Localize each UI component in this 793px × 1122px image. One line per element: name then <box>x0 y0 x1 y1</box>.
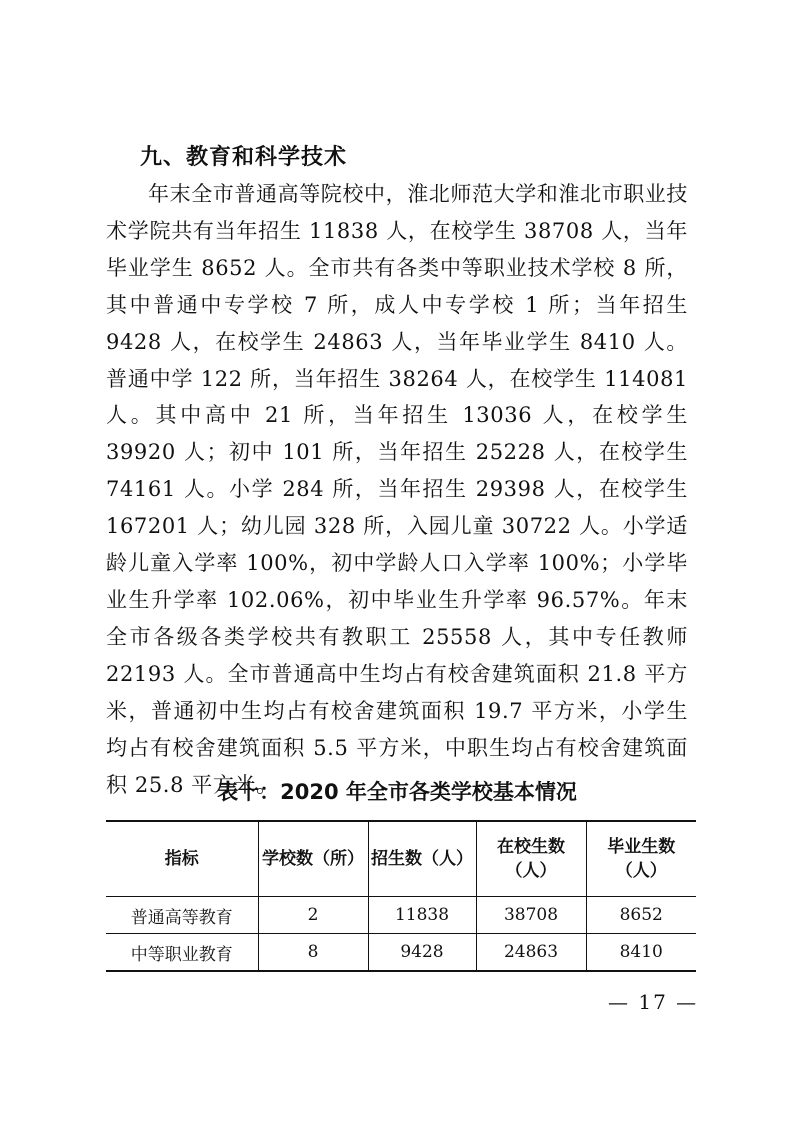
header-graduates <box>586 821 696 897</box>
header-students <box>476 821 586 897</box>
table-row <box>106 897 696 934</box>
cell-students: 24863 <box>476 934 586 972</box>
header-graduates-line2: （人） <box>615 861 667 881</box>
page-number: — 17 — <box>608 990 699 1014</box>
header-students-line2: （人） <box>505 861 557 881</box>
cell-indicator: 普通高等教育 <box>106 897 258 934</box>
body-paragraph: 年末全市普通高等院校中，淮北师范大学和淮北市职业技术学院共有当年招生 11838 人，在校学生 38708 人，当年毕业学生 8652 人。全市共有各类中等职业技术学校 8 所，其中普通中专学校 7 所，成人中专学校 1 所；当年招生 9428 人，在校学生 24863 人，当年毕业学生 8410 人。普通中学 122 所，当年招生 38264 人，在校学生 114081 人。其中高中 21 所，当年招生 13036 人，在校学生 39920 人；初中 101 所，当年招生 25228 人，在校学生 74161 人。小学 284 所，当年招生 29398 人，在校学生 167201 人；幼儿园 328 所，入园儿童 30722 人。小学适龄儿童入学率 100%，初中学龄人口入学率 100%；小学毕业生升学率 102.06%，初中毕业生升学率 96.57%。年末全市各级各类学校共有教职工 25558 人，其中专任教师 22193 人。全市普通高中生均占有校舍建筑面积 21.8 平方米，普通初中生均占有校舍建筑面积 19.7 平方米，小学生均占有校舍建筑面积 5.5 平方米，中职生均占有校舍建筑面积 25.8 平方米。 <box>106 182 688 797</box>
cell-students: 38708 <box>476 897 586 934</box>
section-heading: 九、教育和科学技术 <box>140 145 348 170</box>
header-schools: 学校数（所） <box>258 821 368 897</box>
cell-schools: 2 <box>258 897 368 934</box>
header-graduates-line1: 毕业生数 <box>607 837 676 857</box>
table-row <box>106 934 696 972</box>
cell-enrollment: 11838 <box>368 897 476 934</box>
cell-enrollment: 9428 <box>368 934 476 972</box>
school-stats-table <box>106 820 696 972</box>
table-caption: 表十：2020 年全市各类学校基本情况 <box>217 780 577 804</box>
cell-schools: 8 <box>258 934 368 972</box>
cell-graduates: 8410 <box>586 934 696 972</box>
table-header-row <box>106 821 696 897</box>
header-enrollment: 招生数（人） <box>368 821 476 897</box>
cell-indicator: 中等职业教育 <box>106 934 258 972</box>
header-indicator: 指标 <box>106 821 258 897</box>
header-students-line1: 在校生数 <box>497 837 565 857</box>
cell-graduates: 8652 <box>586 897 696 934</box>
